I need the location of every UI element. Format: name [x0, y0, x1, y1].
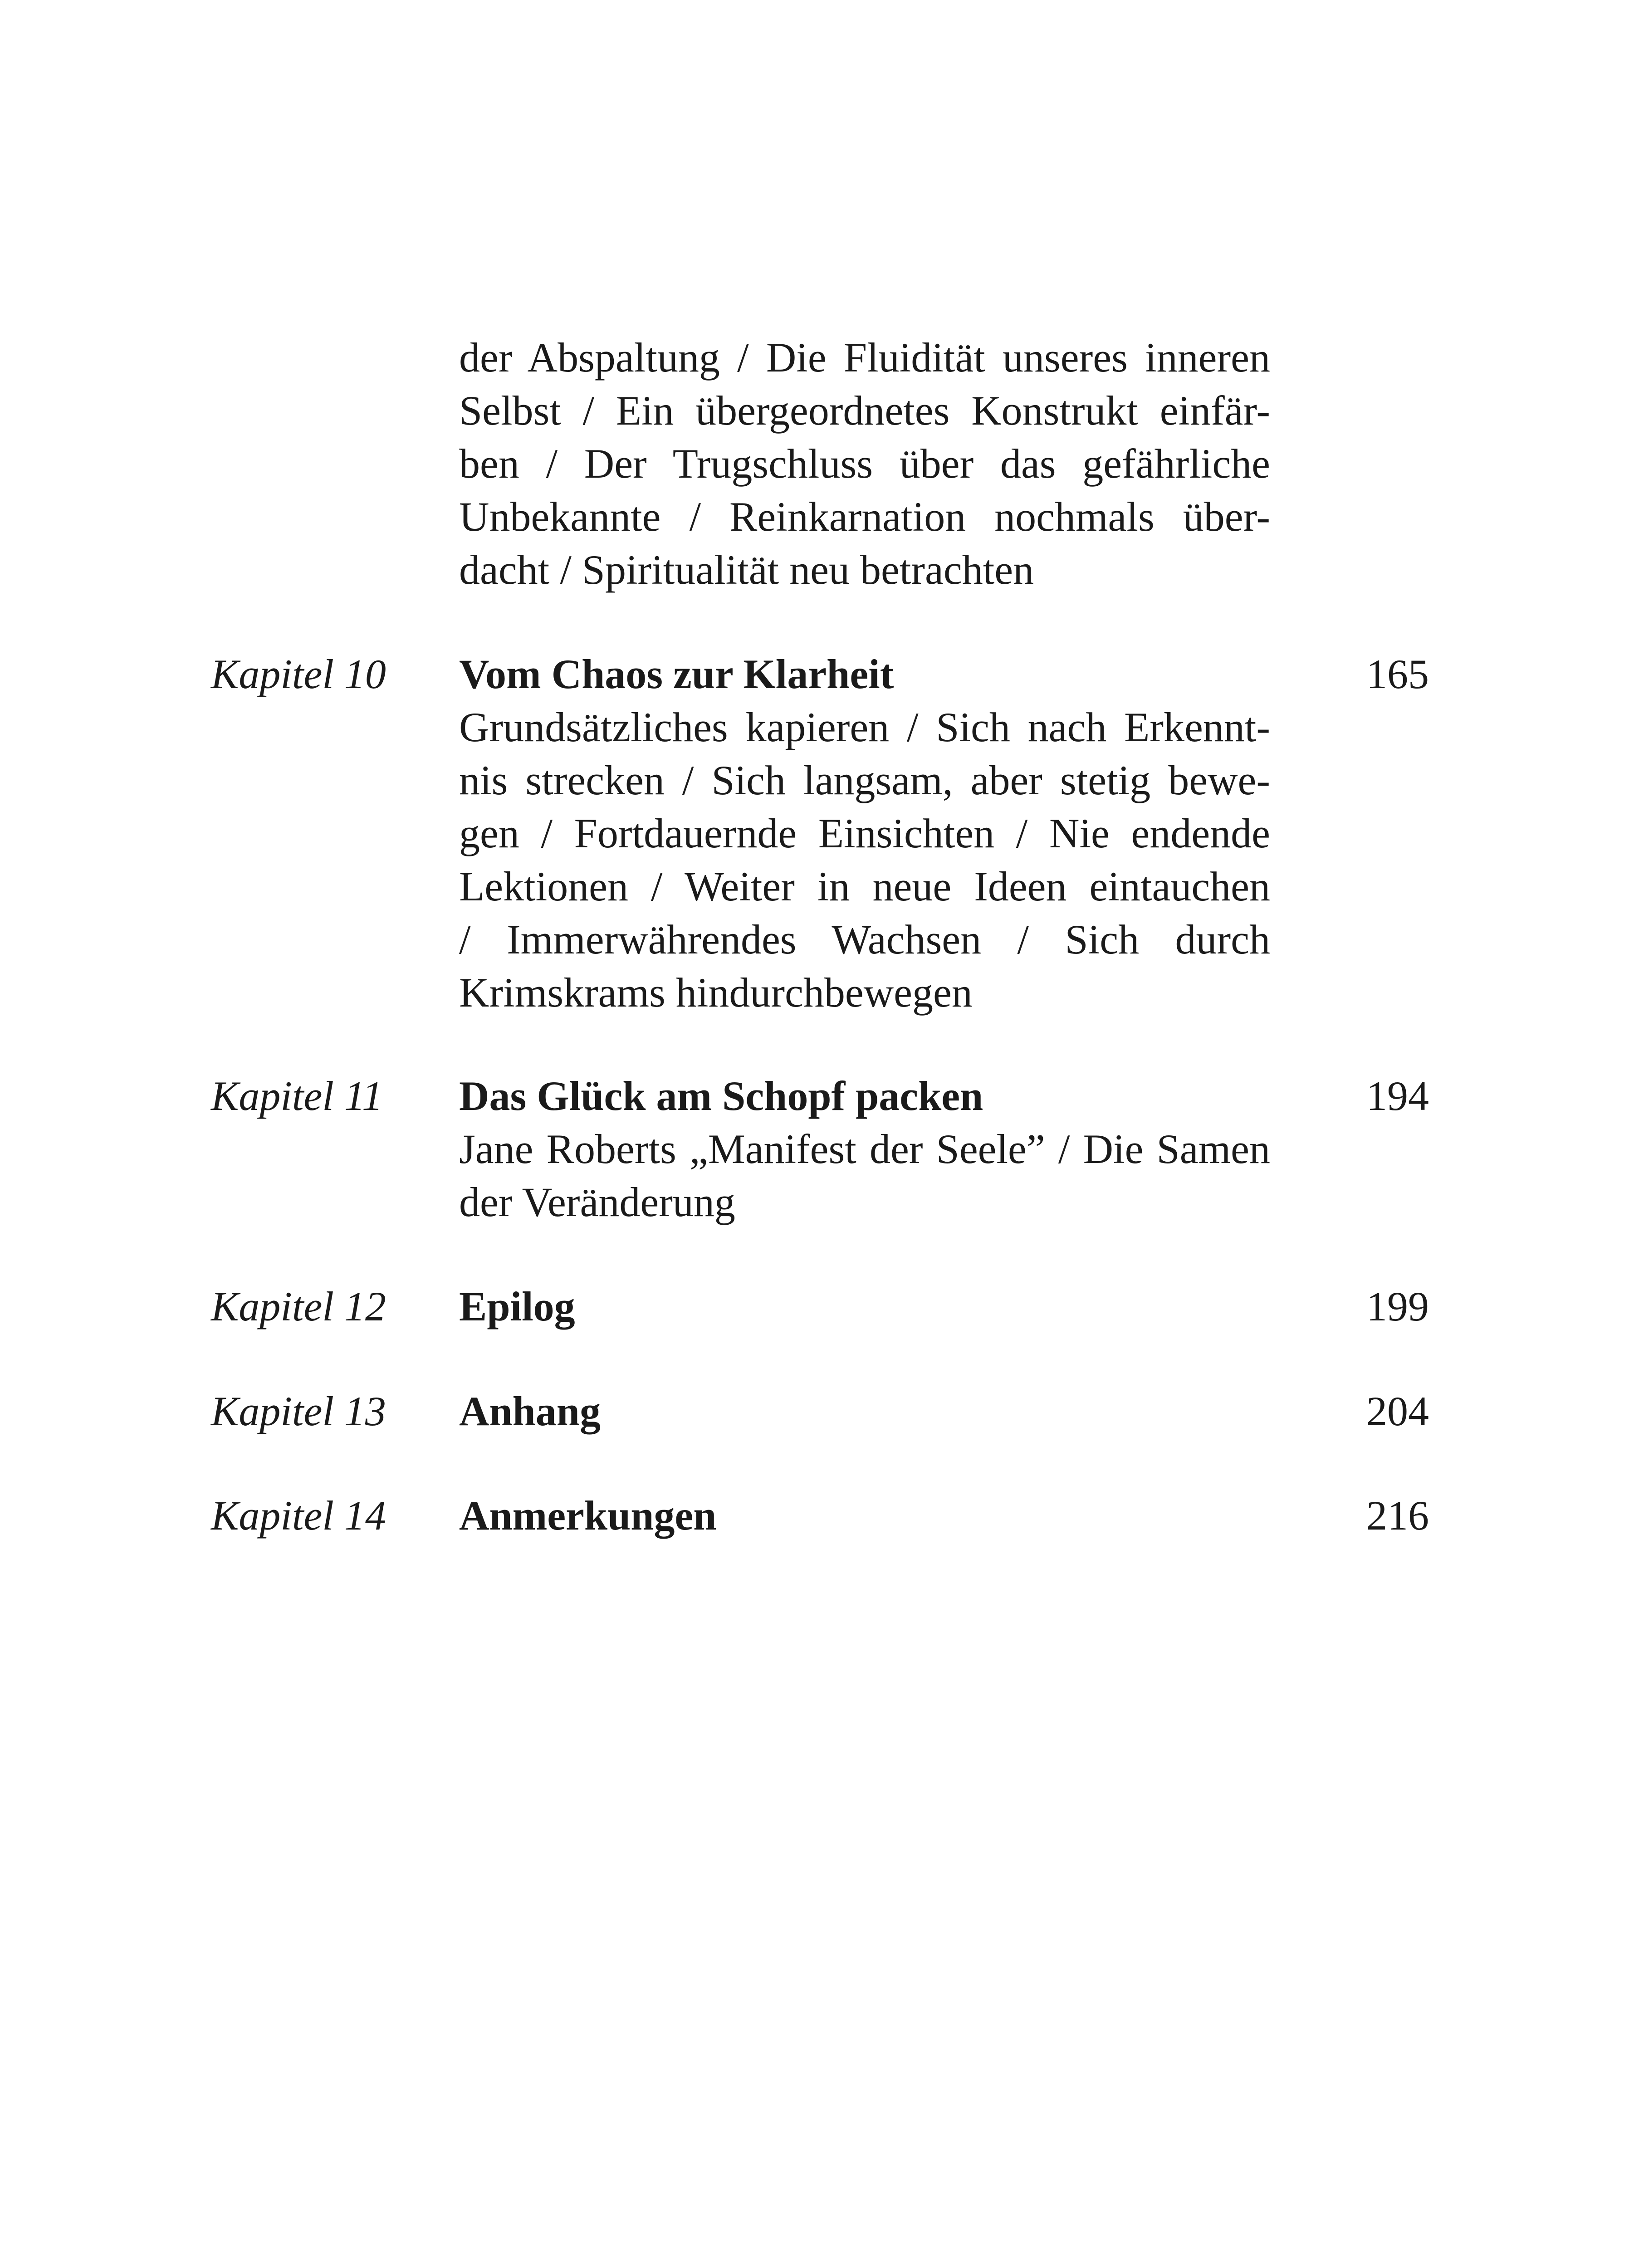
chapter-label: Kapitel 13 — [211, 1388, 386, 1434]
chapter-title: Anhang — [459, 1388, 601, 1434]
chapter-label: Kapitel 12 — [211, 1283, 386, 1330]
chapter-title: Das Glück am Schopf packen — [459, 1073, 983, 1119]
chapter-summary-line: gen / Fortdauernde Einsichten / Nie endende — [459, 810, 1270, 856]
page-number: 216 — [1366, 1492, 1429, 1539]
continuation-line: ben / Der Trugschluss über das gefährliche — [459, 440, 1270, 487]
continuation-line: Selbst / Ein übergeordnetes Konstrukt einfär- — [459, 387, 1270, 434]
continuation-line: dacht / Spiritualität neu betrachten — [459, 547, 1034, 593]
chapter-label: Kapitel 14 — [211, 1492, 386, 1539]
continuation-line: Unbekannte / Reinkarnation nochmals über- — [459, 494, 1270, 540]
chapter-summary-line: Lektionen / Weiter in neue Ideen eintauchen — [459, 863, 1270, 909]
page-number: 165 — [1366, 651, 1429, 697]
chapter-title: Epilog — [459, 1283, 575, 1330]
chapter-title: Anmerkungen — [459, 1492, 717, 1539]
chapter-summary-line: nis strecken / Sich langsam, aber stetig bewe- — [459, 757, 1270, 803]
continuation-line: der Abspaltung / Die Fluidität unseres inneren — [459, 334, 1270, 381]
chapter-label: Kapitel 10 — [211, 651, 386, 697]
page-number: 194 — [1366, 1073, 1429, 1119]
chapter-label: Kapitel 11 — [211, 1073, 383, 1119]
chapter-summary-line: Krimskrams hindurchbewegen — [459, 969, 973, 1016]
chapter-summary-line: Jane Roberts „Manifest der Seele” / Die Samen — [459, 1126, 1270, 1172]
chapter-summary-line: der Veränderung — [459, 1179, 735, 1225]
chapter-summary-line: Grundsätzliches kapieren / Sich nach Erkennt- — [459, 704, 1270, 750]
page-number: 204 — [1366, 1388, 1429, 1434]
chapter-title: Vom Chaos zur Klarheit — [459, 651, 894, 697]
page-number: 199 — [1366, 1283, 1429, 1330]
chapter-summary-line: / Immerwährendes Wachsen / Sich durch — [459, 916, 1270, 963]
